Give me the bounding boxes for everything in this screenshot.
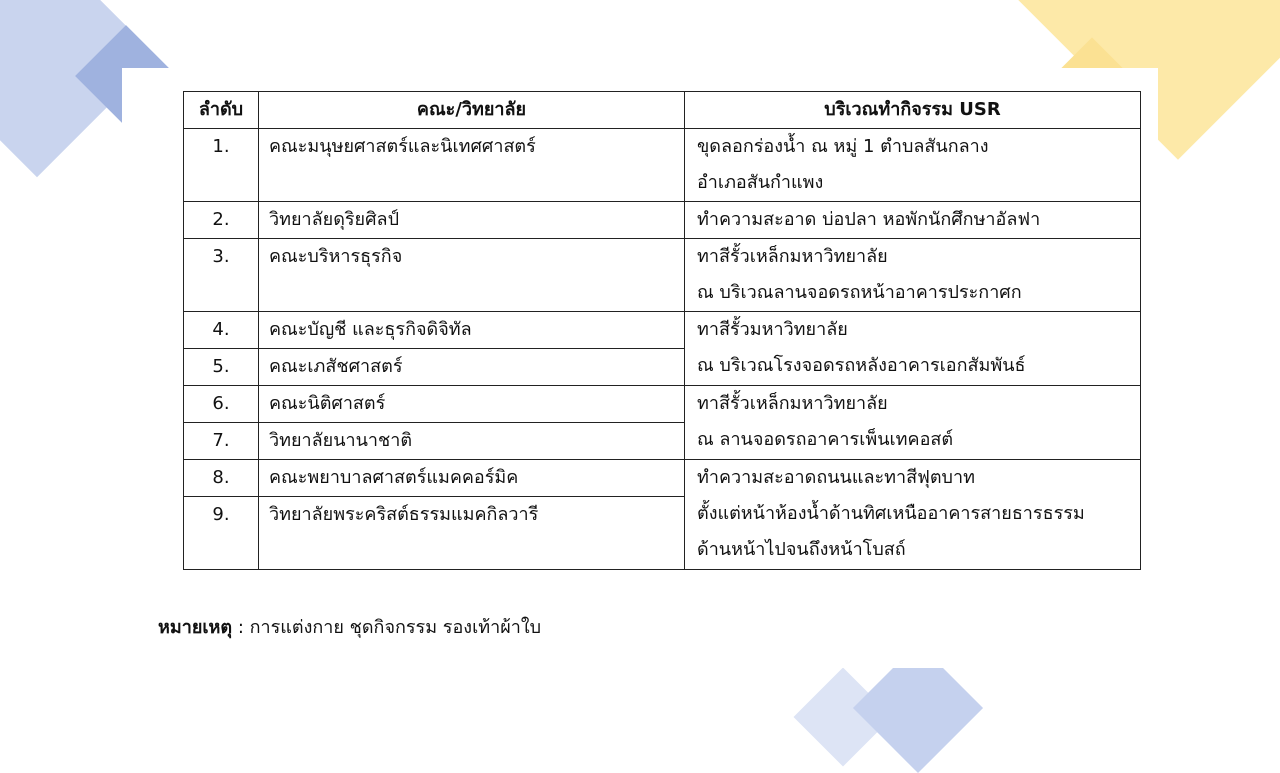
faculty-name: คณะบัญชี และธุรกิจดิจิทัล (259, 312, 685, 349)
activity-area-line: อำเภอสันกำแพง (697, 172, 824, 193)
row-number: 4. (184, 312, 259, 349)
faculty-name: คณะพยาบาลศาสตร์แมคคอร์มิค (259, 460, 685, 497)
activity-area-line: ณ บริเวณลานจอดรถหน้าอาคารประกาศก (697, 282, 1022, 303)
activity-area (685, 129, 1141, 202)
faculty-name: คณะเภสัชศาสตร์ (259, 349, 685, 386)
activity-area-line: ตั้งแต่หน้าห้องน้ำด้านทิศเหนืออาคารสายธารธรรม (697, 503, 1085, 524)
header-area: บริเวณทำกิจรรม USR (685, 92, 1141, 129)
footnote-label: หมายเหตุ (158, 617, 233, 638)
header-faculty: คณะ/วิทยาลัย (259, 92, 685, 129)
faculty-name: วิทยาลัยนานาชาติ (259, 423, 685, 460)
activity-area (685, 386, 1141, 460)
faculty-name: คณะบริหารธุรกิจ (259, 239, 685, 312)
row-number: 6. (184, 386, 259, 423)
activity-area-line: ทาสีรั้วเหล็กมหาวิทยาลัย (697, 393, 888, 414)
row-number: 5. (184, 349, 259, 386)
row-number: 7. (184, 423, 259, 460)
activity-area-line: ทำความสะอาดถนนและทาสีฟุตบาท (697, 467, 975, 488)
activity-area (685, 460, 1141, 570)
activity-area-line: ณ บริเวณโรงจอดรถหลังอาคารเอกสัมพันธ์ (697, 355, 1026, 376)
activity-area-line: ทาสีรั้วมหาวิทยาลัย (697, 319, 848, 340)
activity-area-line: ด้านหน้าไปจนถึงหน้าโบสถ์ (697, 539, 906, 560)
faculty-name: วิทยาลัยพระคริสต์ธรรมแมคกิลวารี (259, 497, 685, 570)
activity-area (685, 312, 1141, 386)
activity-area (685, 239, 1141, 312)
activity-area-line: ทำความสะอาด บ่อปลา หอพักนักศึกษาอัลฟา (697, 209, 1041, 230)
table-row (184, 386, 1141, 423)
row-number: 9. (184, 497, 259, 570)
usr-activity-table (183, 91, 1141, 570)
footnote (158, 612, 541, 644)
table-header-row (184, 92, 1141, 129)
activity-area-line: ณ ลานจอดรถอาคารเพ็นเทคอสต์ (697, 429, 954, 450)
table-row (184, 239, 1141, 312)
activity-area-line: ขุดลอกร่องน้ำ ณ หมู่ 1 ตำบลสันกลาง (697, 136, 989, 157)
footnote-separator: : (232, 617, 250, 638)
footnote-text: การแต่งกาย ชุดกิจกรรม รองเท้าผ้าใบ (249, 617, 542, 638)
table-row (184, 460, 1141, 497)
row-number: 8. (184, 460, 259, 497)
table-row (184, 129, 1141, 202)
faculty-name: คณะมนุษยศาสตร์และนิเทศศาสตร์ (259, 129, 685, 202)
activity-area-line: ทาสีรั้วเหล็กมหาวิทยาลัย (697, 246, 888, 267)
header-no: ลำดับ (184, 92, 259, 129)
table-row (184, 312, 1141, 349)
row-number: 2. (184, 202, 259, 239)
row-number: 3. (184, 239, 259, 312)
faculty-name: คณะนิติศาสตร์ (259, 386, 685, 423)
faculty-name: วิทยาลัยดุริยศิลป์ (259, 202, 685, 239)
table-row (184, 202, 1141, 239)
activity-area (685, 202, 1141, 239)
row-number: 1. (184, 129, 259, 202)
